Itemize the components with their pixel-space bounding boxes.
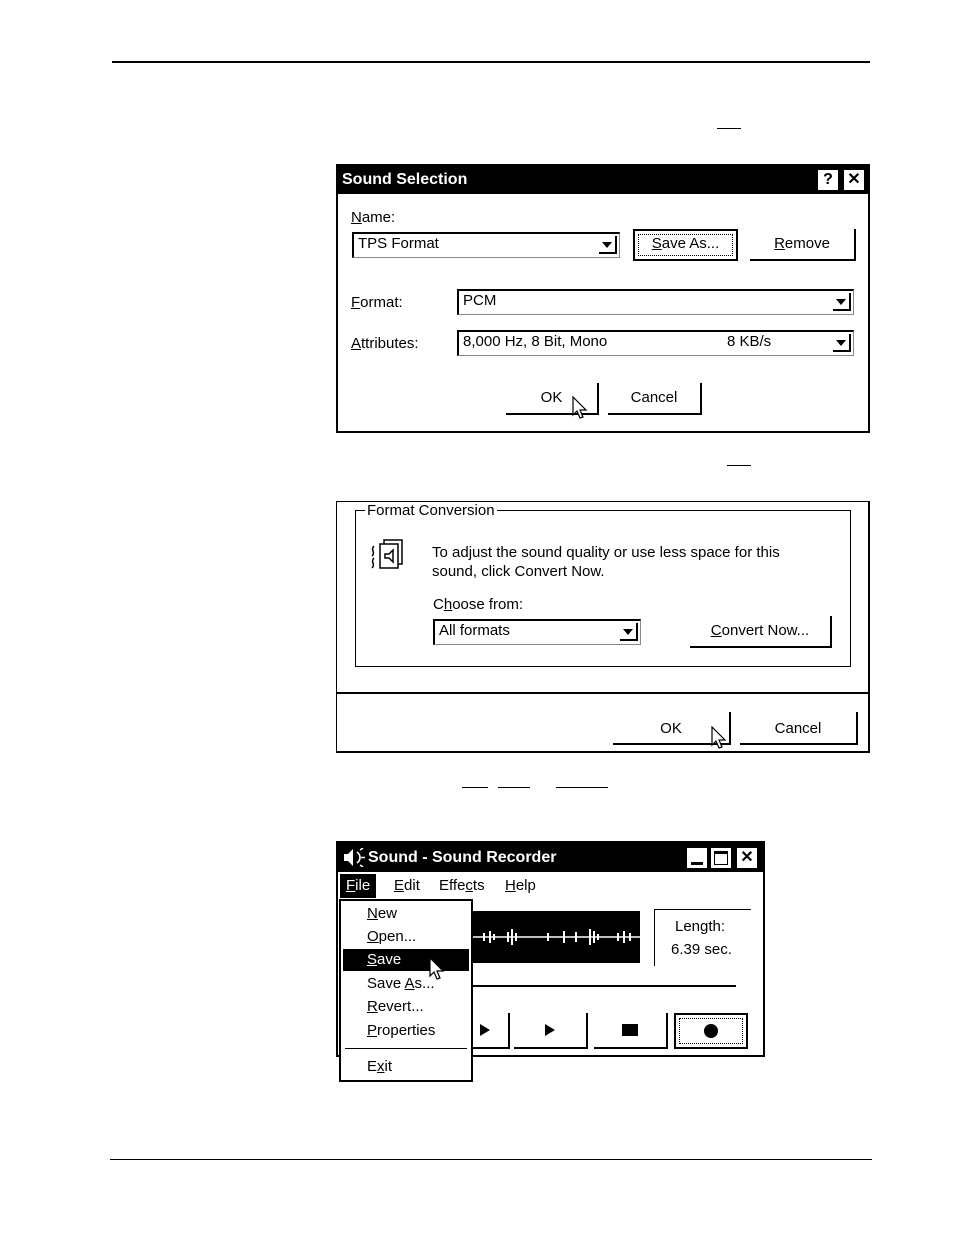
record-button[interactable] bbox=[674, 1013, 748, 1049]
maximize-button[interactable] bbox=[711, 848, 731, 868]
menu-item-properties[interactable]: Properties bbox=[367, 1022, 436, 1039]
menu-effects[interactable]: Effects bbox=[439, 877, 485, 894]
cancel-button[interactable]: Cancel bbox=[740, 712, 858, 745]
dialog-titlebar bbox=[338, 166, 868, 194]
close-button[interactable] bbox=[844, 170, 864, 190]
chevron-down-icon[interactable] bbox=[620, 623, 638, 641]
choose-from-label: Choose from: bbox=[433, 596, 524, 613]
maximize-icon bbox=[714, 851, 728, 865]
format-combo[interactable] bbox=[457, 289, 854, 315]
text-underline-mark bbox=[717, 128, 741, 129]
menu-item-open[interactable]: Open... bbox=[367, 928, 417, 945]
window-title: Sound - Sound Recorder bbox=[368, 849, 557, 866]
play-button[interactable] bbox=[514, 1013, 588, 1049]
text-underline-mark bbox=[727, 465, 751, 466]
chevron-down-icon[interactable] bbox=[599, 236, 617, 254]
text-underline-mark bbox=[498, 787, 530, 788]
menu-help[interactable]: Help bbox=[505, 877, 536, 894]
format-conversion-dialog bbox=[336, 501, 870, 753]
file-menu bbox=[339, 899, 473, 1082]
menubar bbox=[338, 872, 763, 898]
speaker-icon bbox=[342, 848, 366, 867]
format-label: Format: bbox=[351, 294, 403, 311]
mouse-pointer-icon bbox=[429, 957, 445, 981]
window-titlebar bbox=[338, 843, 763, 872]
name-combo[interactable] bbox=[352, 232, 620, 258]
stop-icon bbox=[622, 1024, 638, 1036]
menu-item-revert[interactable]: Revert... bbox=[367, 998, 424, 1015]
close-button[interactable] bbox=[737, 848, 757, 868]
page-bottom-rule bbox=[110, 1159, 872, 1160]
convert-sound-icon bbox=[370, 538, 410, 574]
name-label: Name: bbox=[351, 209, 396, 226]
stop-button[interactable] bbox=[594, 1013, 668, 1049]
mouse-pointer-icon bbox=[711, 726, 727, 750]
ok-button[interactable]: OK bbox=[506, 383, 599, 415]
convert-now-button[interactable]: Convert Now... bbox=[690, 616, 832, 648]
length-value: 6.39 sec. bbox=[671, 941, 732, 958]
minimize-button[interactable] bbox=[687, 848, 707, 868]
play-icon bbox=[543, 1023, 557, 1037]
close-icon: ✕ bbox=[740, 849, 754, 866]
dialog-title: Sound Selection bbox=[342, 171, 468, 188]
help-button[interactable] bbox=[818, 170, 838, 190]
waveform-display bbox=[468, 911, 640, 963]
format-value: PCM bbox=[463, 292, 497, 309]
menu-separator bbox=[345, 1048, 467, 1049]
attributes-value: 8,000 Hz, 8 Bit, Mono bbox=[463, 333, 608, 350]
remove-button[interactable]: Remove bbox=[750, 229, 856, 261]
chevron-down-icon[interactable] bbox=[833, 293, 851, 311]
attributes-label: Attributes: bbox=[351, 335, 419, 352]
length-label: Length: bbox=[675, 918, 726, 935]
choose-from-value: All formats bbox=[439, 622, 510, 639]
chevron-down-icon[interactable] bbox=[833, 334, 851, 352]
close-icon: ✕ bbox=[847, 171, 861, 188]
attributes-combo[interactable] bbox=[457, 330, 854, 356]
minimize-icon bbox=[691, 862, 703, 865]
text-underline-mark bbox=[462, 787, 488, 788]
play-icon bbox=[478, 1023, 492, 1037]
menu-item-save-as[interactable]: Save As... bbox=[367, 975, 435, 992]
menu-item-save[interactable]: Save bbox=[343, 949, 469, 971]
position-slider[interactable] bbox=[468, 985, 736, 987]
attributes-rate: 8 KB/s bbox=[727, 333, 772, 350]
conversion-description: To adjust the sound quality or use less space for this sound, click Convert Now. bbox=[432, 544, 780, 580]
text-underline-mark bbox=[556, 787, 608, 788]
choose-from-combo[interactable] bbox=[433, 619, 641, 645]
save-as-button[interactable]: Save As... bbox=[633, 229, 738, 261]
cancel-button[interactable]: Cancel bbox=[608, 383, 702, 415]
page-top-rule bbox=[112, 61, 870, 63]
divider bbox=[337, 692, 868, 694]
menu-item-exit[interactable]: Exit bbox=[367, 1058, 393, 1075]
mouse-pointer-icon bbox=[572, 396, 588, 420]
name-value: TPS Format bbox=[358, 235, 439, 252]
menu-item-new[interactable]: New bbox=[367, 905, 398, 922]
help-icon: ? bbox=[823, 171, 833, 188]
sound-selection-dialog bbox=[336, 164, 870, 433]
group-title: Format Conversion bbox=[367, 502, 495, 519]
menu-file[interactable]: File bbox=[340, 874, 376, 898]
ok-button[interactable]: OK bbox=[613, 712, 731, 745]
menu-edit[interactable]: Edit bbox=[394, 877, 420, 894]
